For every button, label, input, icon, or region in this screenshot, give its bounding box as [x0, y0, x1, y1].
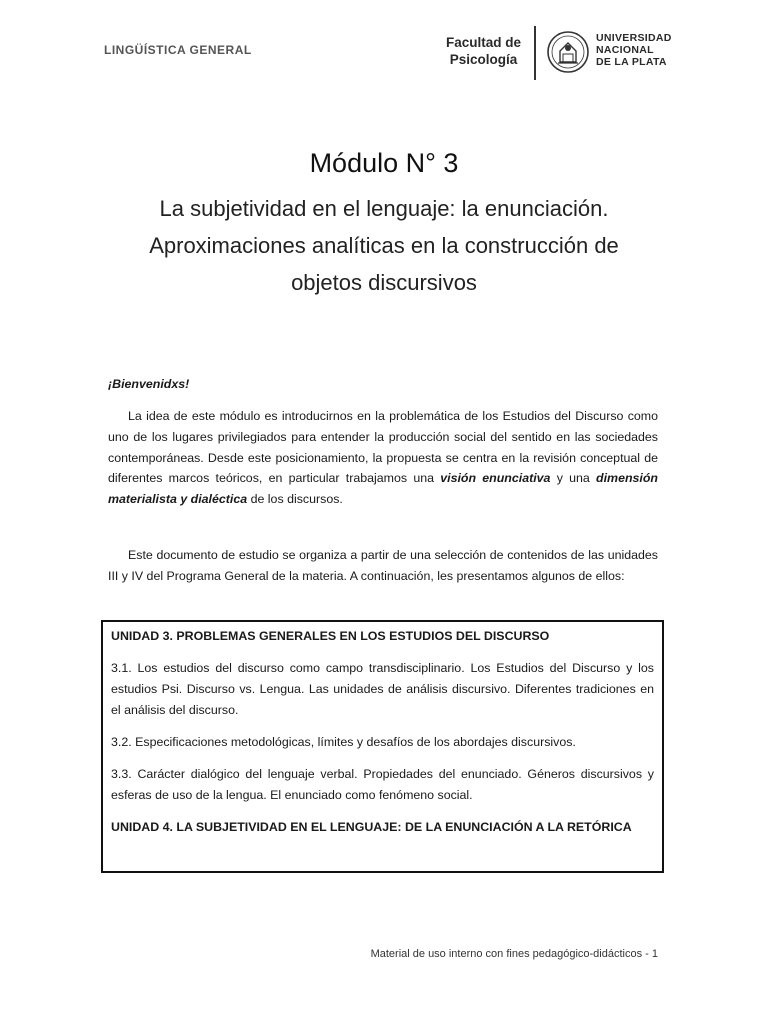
subtitle-line-1: La subjetividad en el lenguaje: la enunciación. — [159, 196, 609, 221]
subtitle-line-2: Aproximaciones analíticas en la construcción de — [149, 233, 619, 258]
institution-logos — [440, 22, 670, 82]
university-logo-text — [596, 32, 672, 68]
intro-text-1: La idea de este módulo es introducirnos en la problemática de los Estudios del Discurso como uno de los lugares privilegiados para entender la producción social del sentido en las sociedades contemporáneas. Desde este posicionamiento, la propuesta se centra en la revisión conceptual de diferentes marcos teóricos, en particular trabajamos una — [108, 409, 658, 486]
university-line-1: UNIVERSIDAD — [596, 32, 672, 44]
module-title: Módulo N° 3 — [309, 148, 459, 178]
faculty-line-1: Facultad de — [446, 35, 522, 50]
welcome-text: ¡Bienvenidxs! — [108, 377, 190, 391]
university-seal-icon — [546, 27, 590, 77]
page-footer: Material de uso interno con fines pedagógico-didácticos - 1 — [370, 948, 658, 960]
faculty-logo-text — [446, 34, 521, 68]
item-3-3: 3.3. Carácter dialógico del lenguaje verbal. Propiedades del enunciado. Géneros discursivos y esferas de uso de la lengua. El enunciado como fenómeno social. — [111, 767, 654, 802]
syllabus-content — [111, 626, 654, 849]
intro-text-2: y una — [550, 471, 597, 486]
organization-paragraph — [108, 545, 658, 587]
item-3-2: 3.2. Especificaciones metodológicas, límites y desafíos de los abordajes discursivos. — [111, 735, 576, 749]
course-label: LINGÜÍSTICA GENERAL — [104, 43, 252, 57]
intro-emphasis-2: dimensión materialista y dialéctica — [108, 471, 659, 507]
logo-divider — [534, 26, 536, 80]
syllabus-box — [101, 620, 664, 873]
intro-emphasis-1: visión enunciativa — [440, 471, 551, 486]
university-line-2: NACIONAL — [596, 44, 654, 56]
subtitle-line-3: objetos discursivos — [291, 270, 477, 295]
unit-3-heading: UNIDAD 3. PROBLEMAS GENERALES EN LOS ESTUDIOS DEL DISCURSO — [111, 629, 550, 643]
module-subtitle — [84, 190, 684, 301]
item-3-1: 3.1. Los estudios del discurso como campo transdisciplinario. Los Estudios del Discurso y los estudios Psi. Discurso vs. Lengua. Las unidades de análisis discursivo. Diferentes tradiciones en el análisis del discurso. — [111, 661, 654, 717]
unit-4-heading: UNIDAD 4. LA SUBJETIVIDAD EN EL LENGUAJE: DE LA ENUNCIACIÓN A LA RETÓRICA — [111, 820, 632, 834]
organization-text: Este documento de estudio se organiza a partir de una selección de contenidos de las unidades III y IV del Programa General de la materia. A continuación, les presentamos algunos de ellos: — [108, 548, 658, 583]
university-line-3: DE LA PLATA — [596, 56, 667, 68]
faculty-line-2: Psicología — [449, 52, 518, 67]
intro-paragraph — [108, 406, 658, 510]
intro-text-3: de los discursos. — [247, 492, 343, 507]
